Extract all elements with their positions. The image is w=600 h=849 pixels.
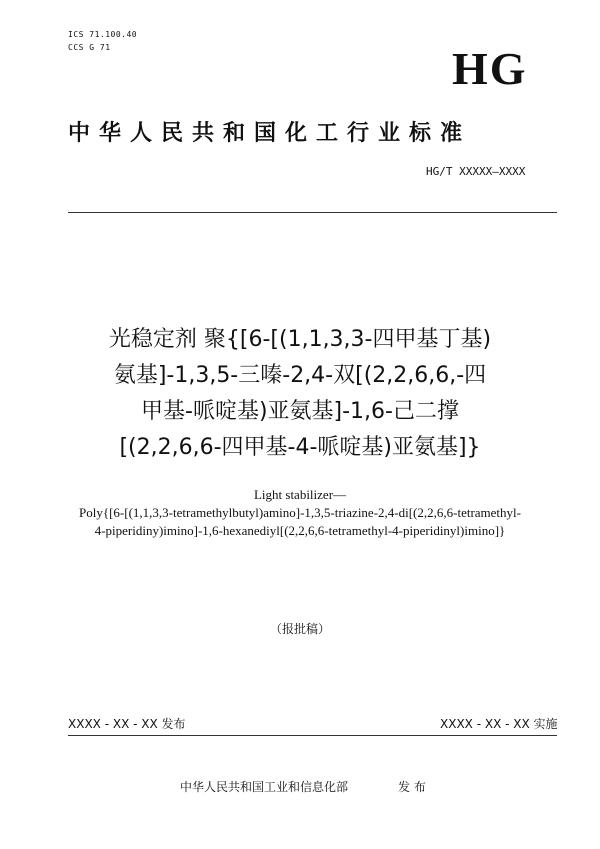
english-title (20, 486, 580, 540)
title-cn-line: 氨基]-1,3,5-三嗪-2,4-双[(2,2,6,6,-四 (113, 363, 487, 388)
implement-date: XXXX - XX - XX 实施 (440, 717, 558, 731)
title-en-line: Light stabilizer— (253, 487, 347, 502)
ics-code: ICS 71.100.40 (68, 30, 138, 39)
title-en-line: Poly{[6-[(1,1,3,3-tetramethylbutyl)amino]-1,3,5-triazine-2,4-di[(2,2,6,6-tetramethyl- (79, 505, 521, 520)
title-en-line: 4-piperidiny)imino]-1,6-hexanediyl[(2,2,6,6-tetramethyl-4-piperidinyl)imino]} (94, 523, 506, 538)
chinese-title (40, 322, 560, 466)
standard-code: HG/T XXXXX—XXXX (426, 165, 526, 178)
publish-date: XXXX - XX - XX 发布 (68, 717, 186, 731)
title-cn-line: [(2,2,6,6-四甲基-4-哌啶基)亚氨基]} (119, 435, 481, 460)
hg-logo: HG (452, 43, 528, 94)
title-cn-line: 光稳定剂 聚{[6-[(1,1,3,3-四甲基丁基) (108, 327, 492, 352)
ccs-code: CCS G 71 (68, 43, 111, 52)
header-rule (68, 212, 557, 213)
standard-title: 中华人民共和国化工行业标准 (68, 121, 472, 146)
footer-rule (68, 735, 557, 736)
title-cn-line: 甲基-哌啶基)亚氨基]-1,6-己二撑 (141, 399, 459, 424)
issuer-action: 发 布 (398, 780, 426, 794)
issuer-name: 中华人民共和国工业和信息化部 (180, 780, 349, 794)
draft-note: （报批稿） (269, 622, 330, 636)
